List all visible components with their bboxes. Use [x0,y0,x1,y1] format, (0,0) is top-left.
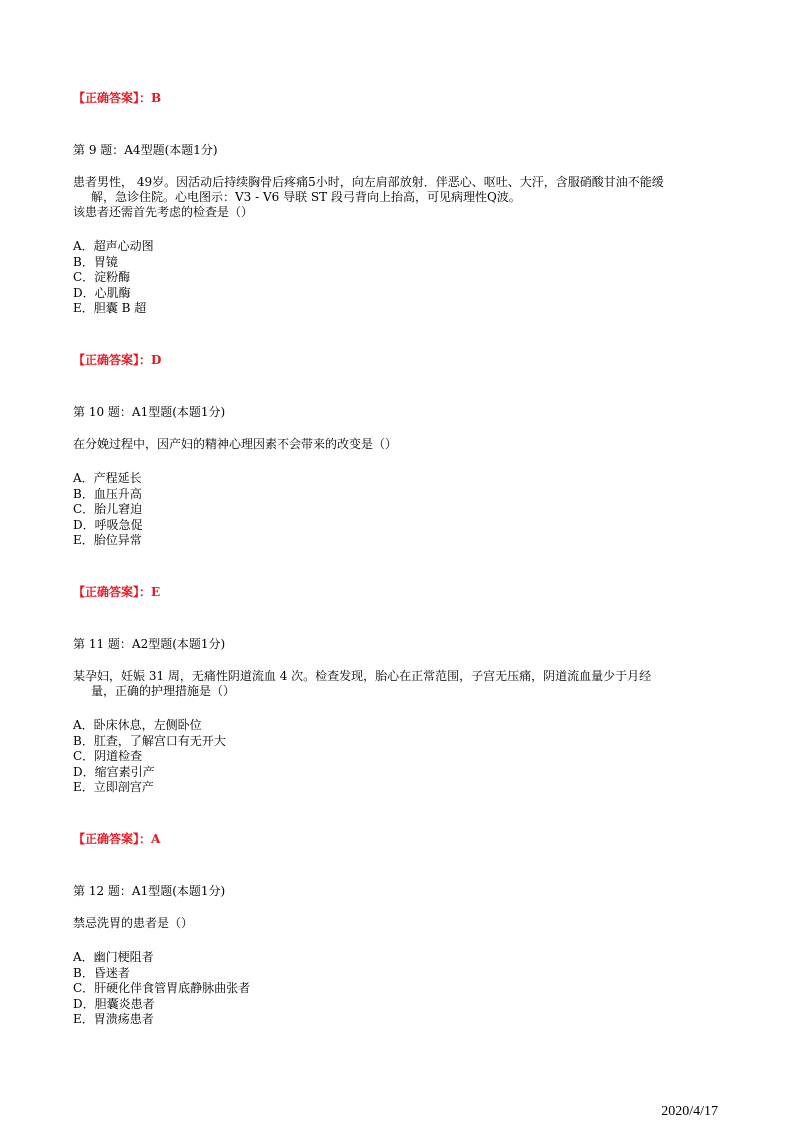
option-q12-e: E．胃溃疡患者 [73,1012,154,1026]
answer-q11: 【正确答案】：A [73,832,161,846]
option-q12-b: B．昏迷者 [73,966,130,980]
answer-q9: 【正确答案】：D [73,353,162,367]
option-q12-c: C．肝硬化伴食管胃底静脉曲张者 [73,981,251,995]
option-q10-d: D．呼吸急促 [73,518,143,532]
option-q11-b: B．肛查，了解宫口有无开大 [73,734,226,748]
option-q12-d: D．胆囊炎患者 [73,997,155,1011]
option-q9-e: E．胆囊 B 超 [73,301,147,315]
question-header-q9: 第 9 题：A4型题(本题1分) [73,143,218,157]
question-stem-q9-line1: 患者男性， 49岁。因活动后持续胸骨后疼痛5小时，向左肩部放射．伴恶心、呕吐、大汗，含服硝酸甘油不能缓 [73,175,664,189]
answer-q8: 【正确答案】：B [73,91,162,105]
option-q11-a: A．卧床休息，左侧卧位 [73,718,202,732]
option-q10-a: A．产程延长 [73,471,142,485]
footer-date: 2020/4/17 [661,1104,718,1119]
question-stem-q12-line1: 禁忌洗胃的患者是（） [73,916,194,930]
question-stem-q9-line3: 该患者还需首先考虑的检查是（） [73,205,254,219]
option-q9-c: C．淀粉酶 [73,270,131,284]
answer-q10: 【正确答案】：E [73,585,161,599]
question-header-q11: 第 11 题：A2型题(本题1分) [73,637,226,651]
option-q10-b: B．血压升高 [73,487,142,501]
question-header-q10: 第 10 题：A1型题(本题1分) [73,405,226,419]
option-q9-d: D．心肌酶 [73,286,131,300]
option-q9-a: A．超声心动图 [73,239,154,253]
option-q11-d: D．缩宫素引产 [73,765,155,779]
option-q9-b: B．胃镜 [73,255,118,269]
option-q11-c: C．阴道检查 [73,749,143,763]
option-q12-a: A．幽门梗阻者 [73,950,154,964]
question-stem-q10-line1: 在分娩过程中，因产妇的精神心理因素不会带来的改变是（） [73,437,398,451]
question-stem-q11-line1: 某孕妇，妊娠 31 周，无痛性阴道流血 4 次。检查发现，胎心在正常范围，子宫无压痛，阴道流血量少于月经 [73,669,652,683]
question-header-q12: 第 12 题：A1型题(本题1分) [73,884,226,898]
option-q11-e: E．立即剖宫产 [73,780,154,794]
option-q10-c: C．胎儿窘迫 [73,502,143,516]
option-q10-e: E．胎位异常 [73,533,142,547]
question-stem-q9-line2: 解，急诊住院。心电图示：V3 - V6 导联 ST 段弓背向上抬高，可见病理性Q波。 [91,190,521,204]
question-stem-q11-line2: 量，正确的护理措施是（） [91,684,236,698]
